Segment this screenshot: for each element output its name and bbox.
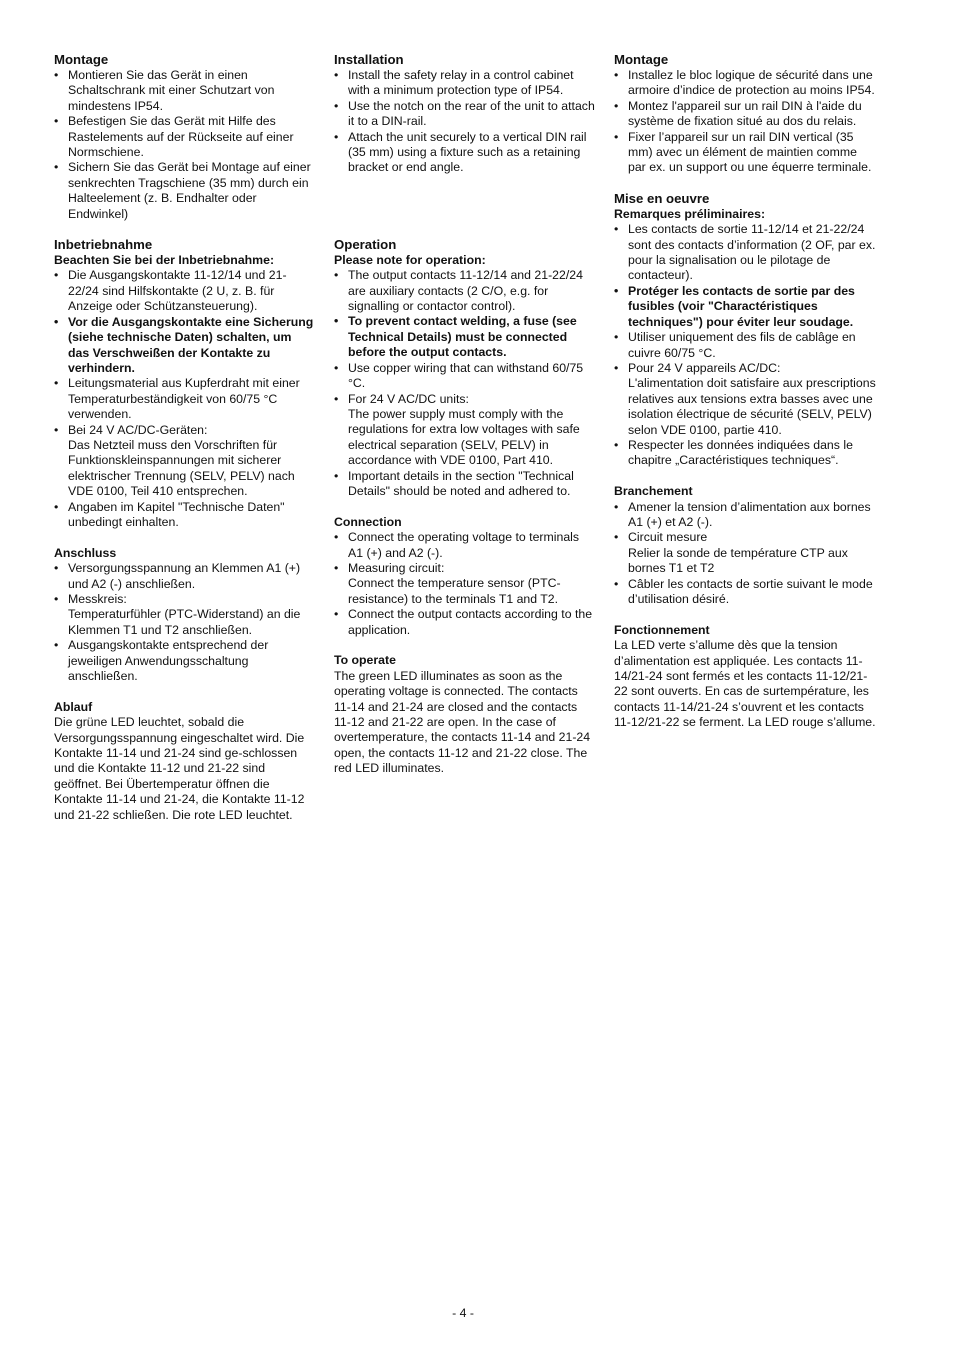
heading-mise-en-oeuvre: Mise en oeuvre xyxy=(614,190,710,206)
item-label: For 24 V AC/DC units: xyxy=(348,391,469,406)
list-item: • Connect the output contacts according to the application. xyxy=(334,607,596,638)
list-installation xyxy=(334,68,596,176)
item-text: Relier la sonde de température CTP aux bornes T1 et T2 xyxy=(628,545,848,576)
list-item: • Montieren Sie das Gerät in einen Schaltschrank mit einer Schutzart von mindestens IP54. xyxy=(54,68,316,114)
list-item-warning: • To prevent contact welding, a fuse (see Technical Details) must be connected before the output contacts. xyxy=(334,314,596,360)
item-label: Bei 24 V AC/DC-Geräten: xyxy=(68,422,208,437)
paragraph-ablauf: Die grüne LED leuchtet, sobald die Versorgungsspannung eingeschaltet wird. Die Kontakte 11-14 und 21-24 sind ge-schlossen und die Kontakte 11-12 und 21-22 sind geöffnet. Bei Übertemperatur öffnen die Kontakte 11-14 und 21-24, die Kontakte 11-12 und 21-22 schließen. Die rote LED leuchtet. xyxy=(54,715,305,822)
list-item: • Amener la tension d’alimentation aux bornes A1 (+) et A2 (-). xyxy=(614,500,876,531)
list-item-warning: • Vor die Ausgangskontakte eine Sicherung (siehe technische Daten) schalten, um das Verschweißen der Kontakte zu verhindern. xyxy=(54,315,316,377)
list-item xyxy=(54,592,316,638)
item-text: L'alimentation doit satisfaire aux prescriptions relatives aux tensions extra basses avec une isolation électrique de sécurité (SELV, PELV) selon VDE 0100, partie 410. xyxy=(628,376,876,437)
heading-ablauf: Ablauf xyxy=(54,699,93,714)
list-item: • Montez l'appareil sur un rail DIN à l'aide du système de fixation situé au dos du relais. xyxy=(614,99,876,130)
list-item: • Versorgungsspannung an Klemmen A1 (+) und A2 (-) anschließen. xyxy=(54,561,316,592)
item-text: Connect the temperature sensor (PTC-resistance) to the terminals T1 and T2. xyxy=(348,576,561,606)
list-item: • The output contacts 11-12/14 and 21-22/24 are auxiliary contacts (2 C/O, e.g. for signalling or contactor control). xyxy=(334,268,596,314)
list-item: • Use the notch on the rear of the unit to attach it to a DIN-rail. xyxy=(334,99,596,130)
list-item xyxy=(614,361,876,438)
heading-to-operate: To operate xyxy=(334,653,396,668)
list-item: • Respecter les données indiquées dans le chapitre „Caractéristiques techniques“. xyxy=(614,438,876,469)
subheading-operation: Please note for operation: xyxy=(334,252,486,267)
list-item: • Fixer l’appareil sur un rail DIN vertical (35 mm) avec un élément de maintien comme par ex. un support ou une équerre terminale. xyxy=(614,130,876,176)
column-english xyxy=(334,52,596,777)
section-montage-de xyxy=(54,52,316,222)
list-item-warning: • Protéger les contacts de sortie par des fusibles (voir "Charactéristiques techniques") pour éviter leur soudage. xyxy=(614,284,876,330)
list-item: • Use copper wiring that can withstand 60/75 °C. xyxy=(334,361,596,392)
list-item: • Install the safety relay in a control cabinet with a minimum protection type of IP54. xyxy=(334,68,596,99)
section-fonctionnement xyxy=(614,623,876,731)
list-item: • Attach the unit securely to a vertical DIN rail (35 mm) using a fixture such as a retaining bracket or end angle. xyxy=(334,130,596,176)
list-item: • Les contacts de sortie 11-12/14 et 21-22/24 sont des contacts d’information (2 OF, par ex. pour la signalisation ou le pilotage de contacteur). xyxy=(614,222,876,284)
section-branchement xyxy=(614,484,876,607)
list-item xyxy=(54,423,316,500)
subheading-inbetriebnahme: Beachten Sie bei der Inbetriebnahme: xyxy=(54,253,275,268)
paragraph-to-operate: The green LED illuminates as soon as the operating voltage is connected. The contacts 11-14 and 21-24 are closed and the contacts 11-12 and 21-22 are open. In the case of overtemperature, the contacts 11-14 and 21-24 open, the contacts 11-12 and 21-22 close. The red LED illuminates. xyxy=(334,668,591,776)
heading-operation: Operation xyxy=(334,236,397,252)
list-item: • Installez le bloc logique de sécurité dans une armoire d’indice de protection au moins IP54. xyxy=(614,68,876,99)
list-connection xyxy=(334,530,596,638)
heading-connection: Connection xyxy=(334,514,402,529)
list-montage-de xyxy=(54,68,316,222)
column-french xyxy=(614,52,876,731)
list-item: • Die Ausgangskontakte 11-12/14 und 21-22/24 sind Hilfskontakte (2 U, z. B. für Anzeige oder Schützansteuerung). xyxy=(54,268,316,314)
section-mise-en-oeuvre xyxy=(614,191,876,469)
column-german xyxy=(54,52,316,823)
item-label: Pour 24 V appareils AC/DC: xyxy=(628,360,781,375)
section-anschluss xyxy=(54,546,316,685)
heading-montage-fr: Montage xyxy=(614,52,669,67)
section-inbetriebnahme xyxy=(54,237,316,530)
list-item xyxy=(614,530,876,576)
list-operation xyxy=(334,268,596,499)
item-label: Circuit mesure xyxy=(628,530,708,545)
page-number: - 4 - xyxy=(452,1306,474,1320)
list-item: • Befestigen Sie das Gerät mit Hilfe des Rastelements auf der Rückseite auf einer Normschiene. xyxy=(54,114,316,160)
list-item: • Leitungsmaterial aus Kupferdraht mit einer Temperaturbeständigkeit von 60/75 °C verwenden. xyxy=(54,376,316,422)
list-mise-en-oeuvre xyxy=(614,222,876,469)
section-operation xyxy=(334,237,596,500)
heading-anschluss: Anschluss xyxy=(54,545,117,560)
subheading-mise-en-oeuvre: Remarques préliminaires: xyxy=(614,206,766,221)
section-ablauf xyxy=(54,700,316,823)
heading-installation: Installation xyxy=(334,52,404,67)
list-item: • Angaben im Kapitel "Technische Daten" unbedingt einhalten. xyxy=(54,500,316,531)
list-montage-fr xyxy=(614,68,876,176)
list-anschluss xyxy=(54,561,316,684)
list-item: • Sichern Sie das Gerät bei Montage auf einer senkrechten Tragschiene (35 mm) durch ein Halteelement (z. B. Endhalter oder Endwinkel) xyxy=(54,160,316,222)
list-item: • Câbler les contacts de sortie suivant le mode d’utilisation désiré. xyxy=(614,577,876,608)
item-label: Messkreis: xyxy=(68,591,127,606)
section-installation xyxy=(334,52,596,176)
list-item: • Important details in the section "Technical Details" should be noted and adhered to. xyxy=(334,469,596,500)
item-text: Temperaturfühler (PTC-Widerstand) an die Klemmen T1 und T2 anschließen. xyxy=(68,607,301,637)
list-item: • Utiliser uniquement des fils de cablâge en cuivre 60/75 °C. xyxy=(614,330,876,361)
heading-montage-de: Montage xyxy=(54,52,109,67)
heading-branchement: Branchement xyxy=(614,484,693,499)
item-text: Das Netzteil muss den Vorschriften für Funktionskleinspannungen mit sicherer elektrischer Trennung (SELV, PELV) nach VDE 0100, Teil 410 entsprechen. xyxy=(68,437,295,499)
list-item xyxy=(334,561,596,607)
list-item: • Ausgangskontakte entsprechend der jeweiligen Anwendungsschaltung anschließen. xyxy=(54,638,316,684)
paragraph-fonctionnement: La LED verte s’allume dès que la tension d’alimentation est appliquée. Les contacts 11-14/21-24 sont fermés et les contacts 11-12/21-22 sont ouverts. En cas de surtempérature, les contacts 11-14/21-24 s’ouvrent et les contacts 11-12/21-22 se ferment. La LED rouge s’allume. xyxy=(614,638,876,730)
section-connection xyxy=(334,515,596,638)
heading-fonctionnement: Fonctionnement xyxy=(614,622,710,637)
item-label: Measuring circuit: xyxy=(348,560,445,575)
list-item: • Connect the operating voltage to terminals A1 (+) and A2 (-). xyxy=(334,530,596,561)
heading-inbetriebnahme: Inbetriebnahme xyxy=(54,237,153,253)
section-montage-fr xyxy=(614,52,876,176)
section-to-operate xyxy=(334,653,596,776)
list-item xyxy=(334,392,596,469)
item-text: The power supply must comply with the regulations for extra low voltages with safe electrical separation (SELV, PELV) in accordance with VDE 0100, Part 410. xyxy=(348,406,580,468)
list-inbetriebnahme xyxy=(54,268,316,530)
list-branchement xyxy=(614,500,876,608)
